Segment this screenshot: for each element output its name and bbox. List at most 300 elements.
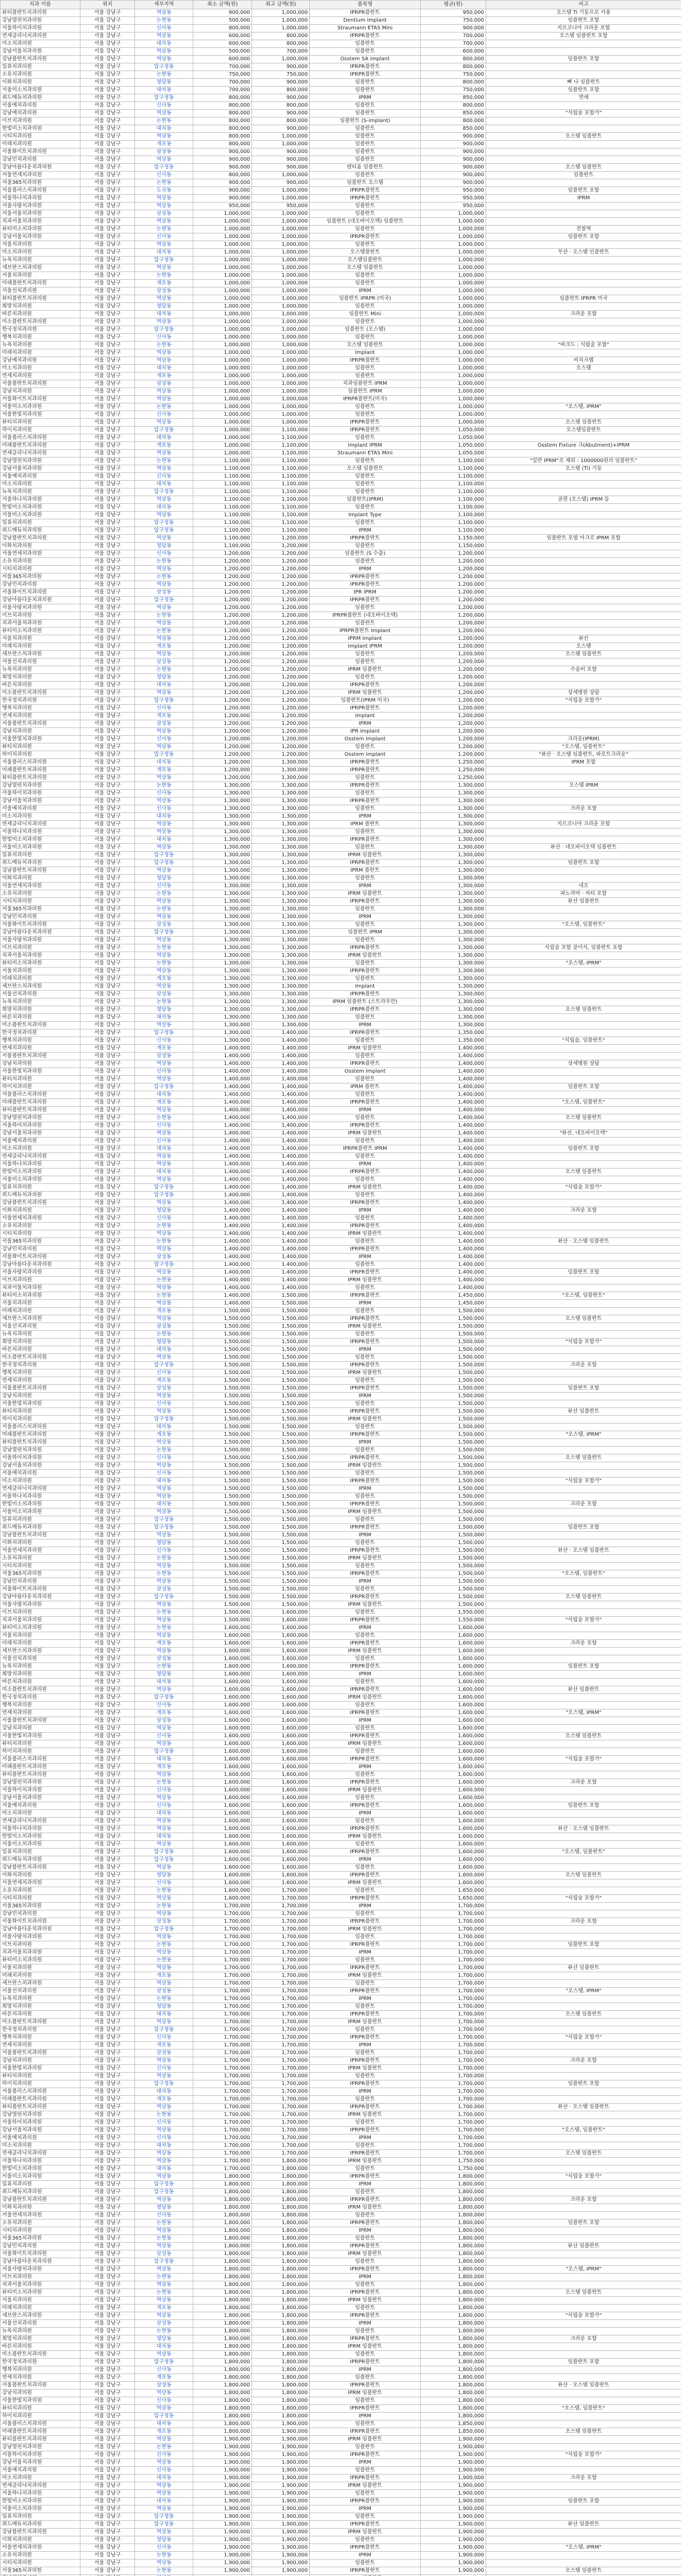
cell-district[interactable]: 역삼동	[135, 743, 193, 751]
cell-district[interactable]: 역삼동	[135, 1022, 193, 1029]
cell-district[interactable]: 신사동	[135, 2451, 193, 2459]
cell-district[interactable]: 역삼동	[135, 133, 193, 141]
cell-district[interactable]: 도곡동	[135, 187, 193, 195]
cell-district[interactable]: 역삼동	[135, 821, 193, 828]
cell-district[interactable]: 개포동	[135, 1377, 193, 1385]
cell-district[interactable]: 개포동	[135, 442, 193, 450]
cell-district[interactable]: 신사동	[135, 550, 193, 558]
cell-district[interactable]: 대치동	[135, 249, 193, 257]
cell-district[interactable]: 신사동	[135, 1400, 193, 1408]
cell-district[interactable]: 개포동	[135, 643, 193, 651]
cell-district[interactable]: 논현동	[135, 890, 193, 898]
cell-district[interactable]: 역삼동	[135, 635, 193, 643]
cell-district[interactable]: 역삼동	[135, 2436, 193, 2444]
cell-district[interactable]: 신사동	[135, 2544, 193, 2552]
cell-district[interactable]: 청담동	[135, 1207, 193, 1215]
cell-district[interactable]: 압구정동	[135, 1748, 193, 1756]
cell-district[interactable]: 압구정동	[135, 1029, 193, 1037]
cell-district[interactable]: 대치동	[135, 2165, 193, 2173]
cell-district[interactable]: 대치동	[135, 1091, 193, 1099]
cell-district[interactable]: 논현동	[135, 2274, 193, 2281]
cell-district[interactable]: 역삼동	[135, 1578, 193, 1586]
cell-district[interactable]: 역삼동	[135, 32, 193, 40]
cell-district[interactable]: 역삼동	[135, 218, 193, 226]
cell-district[interactable]: 논현동	[135, 1609, 193, 1617]
cell-district[interactable]: 삼성동	[135, 2320, 193, 2328]
cell-district[interactable]: 압구정동	[135, 2189, 193, 2196]
cell-district[interactable]: 논현동	[135, 1779, 193, 1787]
cell-district[interactable]: 역삼동	[135, 898, 193, 906]
cell-district[interactable]: 역삼동	[135, 1563, 193, 1570]
cell-district[interactable]: 논현동	[135, 71, 193, 79]
cell-district[interactable]: 역삼동	[135, 968, 193, 975]
cell-district[interactable]: 역삼동	[135, 689, 193, 697]
cell-district[interactable]: 역삼동	[135, 952, 193, 960]
cell-district[interactable]: 역삼동	[135, 110, 193, 117]
cell-district[interactable]: 역삼동	[135, 465, 193, 473]
cell-district[interactable]: 신사동	[135, 1068, 193, 1076]
cell-district[interactable]: 압구정동	[135, 1416, 193, 1423]
cell-district[interactable]: 논현동	[135, 1941, 193, 1949]
cell-district[interactable]: 압구정동	[135, 1184, 193, 1192]
cell-district[interactable]: 역삼동	[135, 1910, 193, 1918]
cell-district[interactable]: 논현동	[135, 2567, 193, 2575]
cell-district[interactable]: 논현동	[135, 17, 193, 25]
cell-district[interactable]: 개포동	[135, 713, 193, 720]
cell-district[interactable]: 청담동	[135, 1338, 193, 1346]
cell-district[interactable]: 신사동	[135, 1787, 193, 1794]
cell-district[interactable]: 논현동	[135, 2235, 193, 2243]
cell-district[interactable]: 압구정동	[135, 1594, 193, 1601]
cell-district[interactable]: 삼성동	[135, 1655, 193, 1663]
cell-district[interactable]: 역삼동	[135, 1632, 193, 1640]
cell-district[interactable]: 청담동	[135, 2204, 193, 2212]
cell-district[interactable]: 압구정동	[135, 1261, 193, 1269]
cell-district[interactable]: 압구정동	[135, 2080, 193, 2088]
cell-district[interactable]: 대치동	[135, 2142, 193, 2150]
cell-district[interactable]: 개포동	[135, 767, 193, 774]
cell-district[interactable]: 압구정동	[135, 2258, 193, 2266]
cell-district[interactable]: 역삼동	[135, 1864, 193, 1872]
cell-district[interactable]: 역삼동	[135, 728, 193, 736]
cell-district[interactable]: 압구정동	[135, 1516, 193, 1524]
cell-district[interactable]: 신사동	[135, 233, 193, 241]
cell-district[interactable]: 대치동	[135, 125, 193, 133]
cell-district[interactable]: 삼성동	[135, 1918, 193, 1926]
cell-district[interactable]: 신사동	[135, 1138, 193, 1145]
cell-district[interactable]: 역삼동	[135, 56, 193, 63]
cell-district[interactable]: 대치동	[135, 1014, 193, 1022]
cell-district[interactable]: 압구정동	[135, 164, 193, 172]
cell-district[interactable]: 역삼동	[135, 2127, 193, 2134]
cell-district[interactable]: 논현동	[135, 2219, 193, 2227]
cell-district[interactable]: 압구정동	[135, 2513, 193, 2521]
cell-district[interactable]: 역삼동	[135, 983, 193, 991]
cell-district[interactable]: 역삼동	[135, 1686, 193, 1694]
cell-district[interactable]: 압구정동	[135, 929, 193, 937]
cell-district[interactable]: 역삼동	[135, 937, 193, 944]
cell-district[interactable]: 논현동	[135, 1114, 193, 1122]
cell-district[interactable]: 역삼동	[135, 1462, 193, 1470]
cell-district[interactable]: 신사동	[135, 705, 193, 713]
cell-district[interactable]: 논현동	[135, 1555, 193, 1563]
cell-district[interactable]: 청담동	[135, 1006, 193, 1014]
cell-district[interactable]: 역삼동	[135, 1315, 193, 1323]
cell-district[interactable]: 압구정동	[135, 1849, 193, 1856]
cell-district[interactable]: 대치동	[135, 2420, 193, 2428]
cell-district[interactable]: 논현동	[135, 2444, 193, 2451]
cell-district[interactable]: 압구정동	[135, 1524, 193, 1532]
cell-district[interactable]: 신사동	[135, 1215, 193, 1223]
cell-district[interactable]: 청담동	[135, 303, 193, 311]
cell-district[interactable]: 압구정동	[135, 94, 193, 102]
cell-district[interactable]: 역삼동	[135, 2243, 193, 2250]
cell-district[interactable]: 신사동	[135, 473, 193, 481]
cell-district[interactable]: 압구정동	[135, 2359, 193, 2366]
cell-district[interactable]: 역삼동	[135, 1532, 193, 1539]
cell-district[interactable]: 대치동	[135, 2343, 193, 2351]
cell-district[interactable]: 역삼동	[135, 2158, 193, 2165]
cell-district[interactable]: 압구정동	[135, 1856, 193, 1864]
cell-district[interactable]: 역삼동	[135, 496, 193, 504]
cell-district[interactable]: 신사동	[135, 1037, 193, 1045]
cell-district[interactable]: 신사동	[135, 2212, 193, 2219]
cell-district[interactable]: 대치동	[135, 2475, 193, 2482]
cell-district[interactable]: 청담동	[135, 1539, 193, 1547]
cell-district[interactable]: 역삼동	[135, 1648, 193, 1655]
cell-district[interactable]: 논현동	[135, 117, 193, 125]
cell-district[interactable]: 대치동	[135, 1346, 193, 1354]
cell-district[interactable]: 삼성동	[135, 1385, 193, 1393]
cell-district[interactable]: 청담동	[135, 1872, 193, 1879]
cell-district[interactable]: 역삼동	[135, 2104, 193, 2111]
header-item-name[interactable]: 품목명	[310, 1, 421, 9]
cell-district[interactable]: 역삼동	[135, 2150, 193, 2158]
cell-district[interactable]: 대치동	[135, 1833, 193, 1841]
cell-district[interactable]: 삼성동	[135, 658, 193, 666]
cell-district[interactable]: 논현동	[135, 960, 193, 968]
cell-district[interactable]: 역삼동	[135, 357, 193, 365]
cell-district[interactable]: 논현동	[135, 906, 193, 913]
cell-district[interactable]: 삼성동	[135, 1717, 193, 1725]
cell-district[interactable]: 역삼동	[135, 2227, 193, 2235]
cell-district[interactable]: 역삼동	[135, 1130, 193, 1138]
cell-district[interactable]: 대치동	[135, 1501, 193, 1509]
cell-district[interactable]: 압구정동	[135, 2026, 193, 2034]
cell-district[interactable]: 역삼동	[135, 264, 193, 272]
cell-district[interactable]: 삼성동	[135, 921, 193, 929]
cell-district[interactable]: 논현동	[135, 628, 193, 635]
cell-district[interactable]: 삼성동	[135, 148, 193, 156]
cell-district[interactable]: 역삼동	[135, 1354, 193, 1362]
cell-district[interactable]: 삼성동	[135, 1988, 193, 1995]
cell-district[interactable]: 대치동	[135, 311, 193, 318]
cell-district[interactable]: 논현동	[135, 2552, 193, 2560]
cell-district[interactable]: 역삼동	[135, 2266, 193, 2274]
cell-district[interactable]: 압구정동	[135, 519, 193, 527]
cell-district[interactable]: 삼성동	[135, 1586, 193, 1594]
cell-district[interactable]: 개포동	[135, 280, 193, 287]
cell-district[interactable]: 역삼동	[135, 1284, 193, 1292]
cell-district[interactable]: 논현동	[135, 1292, 193, 1300]
cell-district[interactable]: 역삼동	[135, 388, 193, 396]
cell-district[interactable]: 신사동	[135, 736, 193, 743]
cell-district[interactable]: 역삼동	[135, 1725, 193, 1733]
cell-district[interactable]: 개포동	[135, 1972, 193, 1980]
cell-district[interactable]: 압구정동	[135, 852, 193, 859]
cell-district[interactable]: 역삼동	[135, 1818, 193, 1825]
cell-district[interactable]: 역삼동	[135, 2297, 193, 2304]
cell-district[interactable]: 대치동	[135, 40, 193, 48]
cell-district[interactable]: 개포동	[135, 1640, 193, 1648]
cell-district[interactable]: 압구정동	[135, 1192, 193, 1199]
cell-district[interactable]: 대치동	[135, 2088, 193, 2096]
cell-district[interactable]: 대치동	[135, 813, 193, 821]
cell-district[interactable]: 대치동	[135, 682, 193, 689]
header-max-price[interactable]: 최고 금액(원)	[252, 1, 310, 9]
cell-district[interactable]: 역삼동	[135, 2173, 193, 2181]
cell-district[interactable]: 압구정동	[135, 1926, 193, 1934]
cell-district[interactable]: 역삼동	[135, 202, 193, 210]
cell-district[interactable]: 논현동	[135, 2111, 193, 2119]
cell-district[interactable]: 역삼동	[135, 241, 193, 249]
cell-district[interactable]: 신사동	[135, 1454, 193, 1462]
header-location[interactable]: 위치	[80, 1, 135, 9]
cell-district[interactable]: 역삼동	[135, 2057, 193, 2065]
cell-district[interactable]: 역삼동	[135, 396, 193, 403]
cell-district[interactable]: 역삼동	[135, 1841, 193, 1849]
cell-district[interactable]: 대치동	[135, 87, 193, 94]
cell-district[interactable]: 역삼동	[135, 1246, 193, 1253]
cell-district[interactable]: 역삼동	[135, 1493, 193, 1501]
cell-district[interactable]: 역삼동	[135, 1895, 193, 1903]
cell-district[interactable]: 대치동	[135, 1423, 193, 1431]
cell-district[interactable]: 대치동	[135, 2498, 193, 2505]
cell-district[interactable]: 역삼동	[135, 1439, 193, 1447]
cell-district[interactable]: 역삼동	[135, 512, 193, 519]
cell-district[interactable]: 청담동	[135, 2335, 193, 2343]
cell-district[interactable]: 신사동	[135, 102, 193, 110]
cell-district[interactable]: 역삼동	[135, 1076, 193, 1083]
cell-district[interactable]: 삼성동	[135, 210, 193, 218]
cell-district[interactable]: 대치동	[135, 504, 193, 512]
cell-district[interactable]: 논현동	[135, 944, 193, 952]
cell-district[interactable]: 역삼동	[135, 1393, 193, 1400]
cell-district[interactable]: 삼성동	[135, 287, 193, 295]
cell-district[interactable]: 역삼동	[135, 1980, 193, 1988]
cell-district[interactable]: 역삼동	[135, 2482, 193, 2490]
cell-district[interactable]: 삼성동	[135, 720, 193, 728]
cell-district[interactable]: 개포동	[135, 2096, 193, 2104]
cell-district[interactable]: 압구정동	[135, 2521, 193, 2529]
cell-district[interactable]: 역삼동	[135, 2389, 193, 2397]
cell-district[interactable]: 대치동	[135, 1679, 193, 1686]
cell-district[interactable]: 역삼동	[135, 651, 193, 658]
cell-district[interactable]: 신사동	[135, 2119, 193, 2127]
cell-district[interactable]: 개포동	[135, 975, 193, 983]
cell-district[interactable]: 역삼동	[135, 604, 193, 612]
cell-district[interactable]: 역삼동	[135, 295, 193, 303]
cell-district[interactable]: 논현동	[135, 1331, 193, 1338]
cell-district[interactable]: 개포동	[135, 2304, 193, 2312]
cell-district[interactable]: 역삼동	[135, 2312, 193, 2320]
cell-district[interactable]: 대치동	[135, 2011, 193, 2019]
cell-district[interactable]: 역삼동	[135, 774, 193, 782]
cell-district[interactable]: 압구정동	[135, 63, 193, 71]
cell-district[interactable]: 역삼동	[135, 1934, 193, 1941]
cell-district[interactable]: 대치동	[135, 1756, 193, 1764]
header-district[interactable]: 세부지역	[135, 1, 193, 9]
cell-district[interactable]: 역삼동	[135, 1060, 193, 1068]
cell-district[interactable]: 신사동	[135, 883, 193, 890]
cell-district[interactable]: 압구정동	[135, 257, 193, 264]
cell-district[interactable]: 대치동	[135, 1478, 193, 1485]
cell-district[interactable]: 신사동	[135, 1733, 193, 1740]
cell-district[interactable]: 개포동	[135, 141, 193, 148]
cell-district[interactable]: 역삼동	[135, 1230, 193, 1238]
cell-district[interactable]: 논현동	[135, 1277, 193, 1284]
cell-district[interactable]: 압구정동	[135, 751, 193, 759]
cell-district[interactable]: 개포동	[135, 1709, 193, 1717]
cell-district[interactable]: 논현동	[135, 1995, 193, 2003]
cell-district[interactable]: 개포동	[135, 2428, 193, 2436]
cell-district[interactable]: 압구정동	[135, 1083, 193, 1091]
cell-district[interactable]: 청담동	[135, 2536, 193, 2544]
cell-district[interactable]: 역삼동	[135, 318, 193, 326]
cell-district[interactable]: 논현동	[135, 573, 193, 581]
cell-district[interactable]: 신사동	[135, 1122, 193, 1130]
cell-district[interactable]: 삼성동	[135, 589, 193, 597]
header-notes[interactable]: 비고	[486, 1, 681, 9]
cell-district[interactable]: 논현동	[135, 1957, 193, 1964]
cell-district[interactable]: 청담동	[135, 674, 193, 682]
cell-district[interactable]: 논현동	[135, 1238, 193, 1246]
cell-district[interactable]: 신사동	[135, 2366, 193, 2374]
cell-district[interactable]: 역삼동	[135, 2405, 193, 2413]
cell-district[interactable]: 역삼동	[135, 2529, 193, 2536]
cell-district[interactable]: 논현동	[135, 998, 193, 1006]
cell-district[interactable]: 개포동	[135, 2374, 193, 2382]
cell-district[interactable]: 삼성동	[135, 991, 193, 998]
cell-district[interactable]: 대치동	[135, 836, 193, 844]
cell-district[interactable]: 신사동	[135, 790, 193, 798]
cell-district[interactable]: 압구정동	[135, 427, 193, 434]
cell-district[interactable]: 압구정동	[135, 859, 193, 867]
cell-district[interactable]: 대치동	[135, 1168, 193, 1176]
cell-district[interactable]: 역삼동	[135, 913, 193, 921]
cell-district[interactable]: 논현동	[135, 1887, 193, 1895]
cell-district[interactable]: 신사동	[135, 1369, 193, 1377]
cell-district[interactable]: 역삼동	[135, 1509, 193, 1516]
cell-district[interactable]: 논현동	[135, 1624, 193, 1632]
header-clinic-name[interactable]: 치과 이름	[1, 1, 80, 9]
cell-district[interactable]: 논현동	[135, 1663, 193, 1671]
cell-district[interactable]: 역삼동	[135, 48, 193, 56]
cell-district[interactable]: 개포동	[135, 1431, 193, 1439]
cell-district[interactable]: 논현동	[135, 782, 193, 790]
cell-district[interactable]: 역삼동	[135, 2281, 193, 2289]
cell-district[interactable]: 청담동	[135, 79, 193, 87]
cell-district[interactable]: 신사동	[135, 2065, 193, 2073]
cell-district[interactable]: 논현동	[135, 457, 193, 465]
cell-district[interactable]: 청담동	[135, 875, 193, 883]
cell-district[interactable]: 개포동	[135, 372, 193, 380]
cell-district[interactable]: 논현동	[135, 226, 193, 233]
cell-district[interactable]: 역삼동	[135, 1153, 193, 1161]
cell-district[interactable]: 신사동	[135, 334, 193, 342]
cell-district[interactable]: 역삼동	[135, 2459, 193, 2467]
cell-district[interactable]: 신사동	[135, 1547, 193, 1555]
cell-district[interactable]: 개포동	[135, 1308, 193, 1315]
cell-district[interactable]: 역삼동	[135, 1300, 193, 1308]
cell-district[interactable]: 삼성동	[135, 1323, 193, 1331]
cell-district[interactable]: 논현동	[135, 1570, 193, 1578]
cell-district[interactable]: 압구정동	[135, 326, 193, 334]
cell-district[interactable]: 역삼동	[135, 1161, 193, 1168]
cell-district[interactable]: 삼성동	[135, 2382, 193, 2389]
cell-district[interactable]: 역삼동	[135, 1107, 193, 1114]
cell-district[interactable]: 역삼동	[135, 828, 193, 836]
cell-district[interactable]: 역삼동	[135, 581, 193, 589]
cell-district[interactable]: 삼성동	[135, 2049, 193, 2057]
cell-district[interactable]: 역삼동	[135, 2351, 193, 2359]
cell-district[interactable]: 신사동	[135, 1802, 193, 1810]
cell-district[interactable]: 논현동	[135, 2289, 193, 2297]
cell-district[interactable]: 대치동	[135, 365, 193, 372]
header-average[interactable]: 평균(원)	[421, 1, 486, 9]
cell-district[interactable]: 역삼동	[135, 1617, 193, 1624]
cell-district[interactable]: 역삼동	[135, 2196, 193, 2204]
cell-district[interactable]: 역삼동	[135, 2073, 193, 2080]
cell-district[interactable]: 역삼동	[135, 195, 193, 202]
cell-district[interactable]: 역삼동	[135, 2505, 193, 2513]
cell-district[interactable]: 신사동	[135, 2134, 193, 2142]
cell-district[interactable]: 역삼동	[135, 156, 193, 164]
header-min-price[interactable]: 최소 금액(원)	[193, 1, 252, 9]
cell-district[interactable]: 신사동	[135, 2034, 193, 2042]
cell-district[interactable]: 역삼동	[135, 535, 193, 543]
cell-district[interactable]: 신사동	[135, 172, 193, 179]
cell-district[interactable]: 압구정동	[135, 1694, 193, 1702]
cell-district[interactable]: 역삼동	[135, 1740, 193, 1748]
cell-district[interactable]: 역삼동	[135, 9, 193, 17]
cell-district[interactable]: 청담동	[135, 543, 193, 550]
cell-district[interactable]: 역삼동	[135, 1269, 193, 1277]
cell-district[interactable]: 압구정동	[135, 488, 193, 496]
cell-district[interactable]: 역삼동	[135, 349, 193, 357]
cell-district[interactable]: 역삼동	[135, 1825, 193, 1833]
cell-district[interactable]: 역삼동	[135, 1794, 193, 1802]
cell-district[interactable]: 논현동	[135, 179, 193, 187]
cell-district[interactable]: 역삼동	[135, 1601, 193, 1609]
cell-district[interactable]: 역삼동	[135, 450, 193, 457]
cell-district[interactable]: 역삼동	[135, 1199, 193, 1207]
cell-district[interactable]: 신사동	[135, 805, 193, 813]
cell-district[interactable]: 개포동	[135, 1045, 193, 1053]
cell-district[interactable]: 대치동	[135, 759, 193, 767]
cell-district[interactable]: 청담동	[135, 1671, 193, 1679]
cell-district[interactable]: 개포동	[135, 1764, 193, 1771]
cell-district[interactable]: 압구정동	[135, 597, 193, 604]
cell-district[interactable]: 논현동	[135, 1223, 193, 1230]
cell-district[interactable]: 삼성동	[135, 380, 193, 388]
cell-district[interactable]: 논현동	[135, 342, 193, 349]
cell-district[interactable]: 대치동	[135, 434, 193, 442]
cell-district[interactable]: 논현동	[135, 666, 193, 674]
cell-district[interactable]: 역삼동	[135, 419, 193, 427]
cell-district[interactable]: 신사동	[135, 1702, 193, 1709]
cell-district[interactable]: 청담동	[135, 2003, 193, 2011]
